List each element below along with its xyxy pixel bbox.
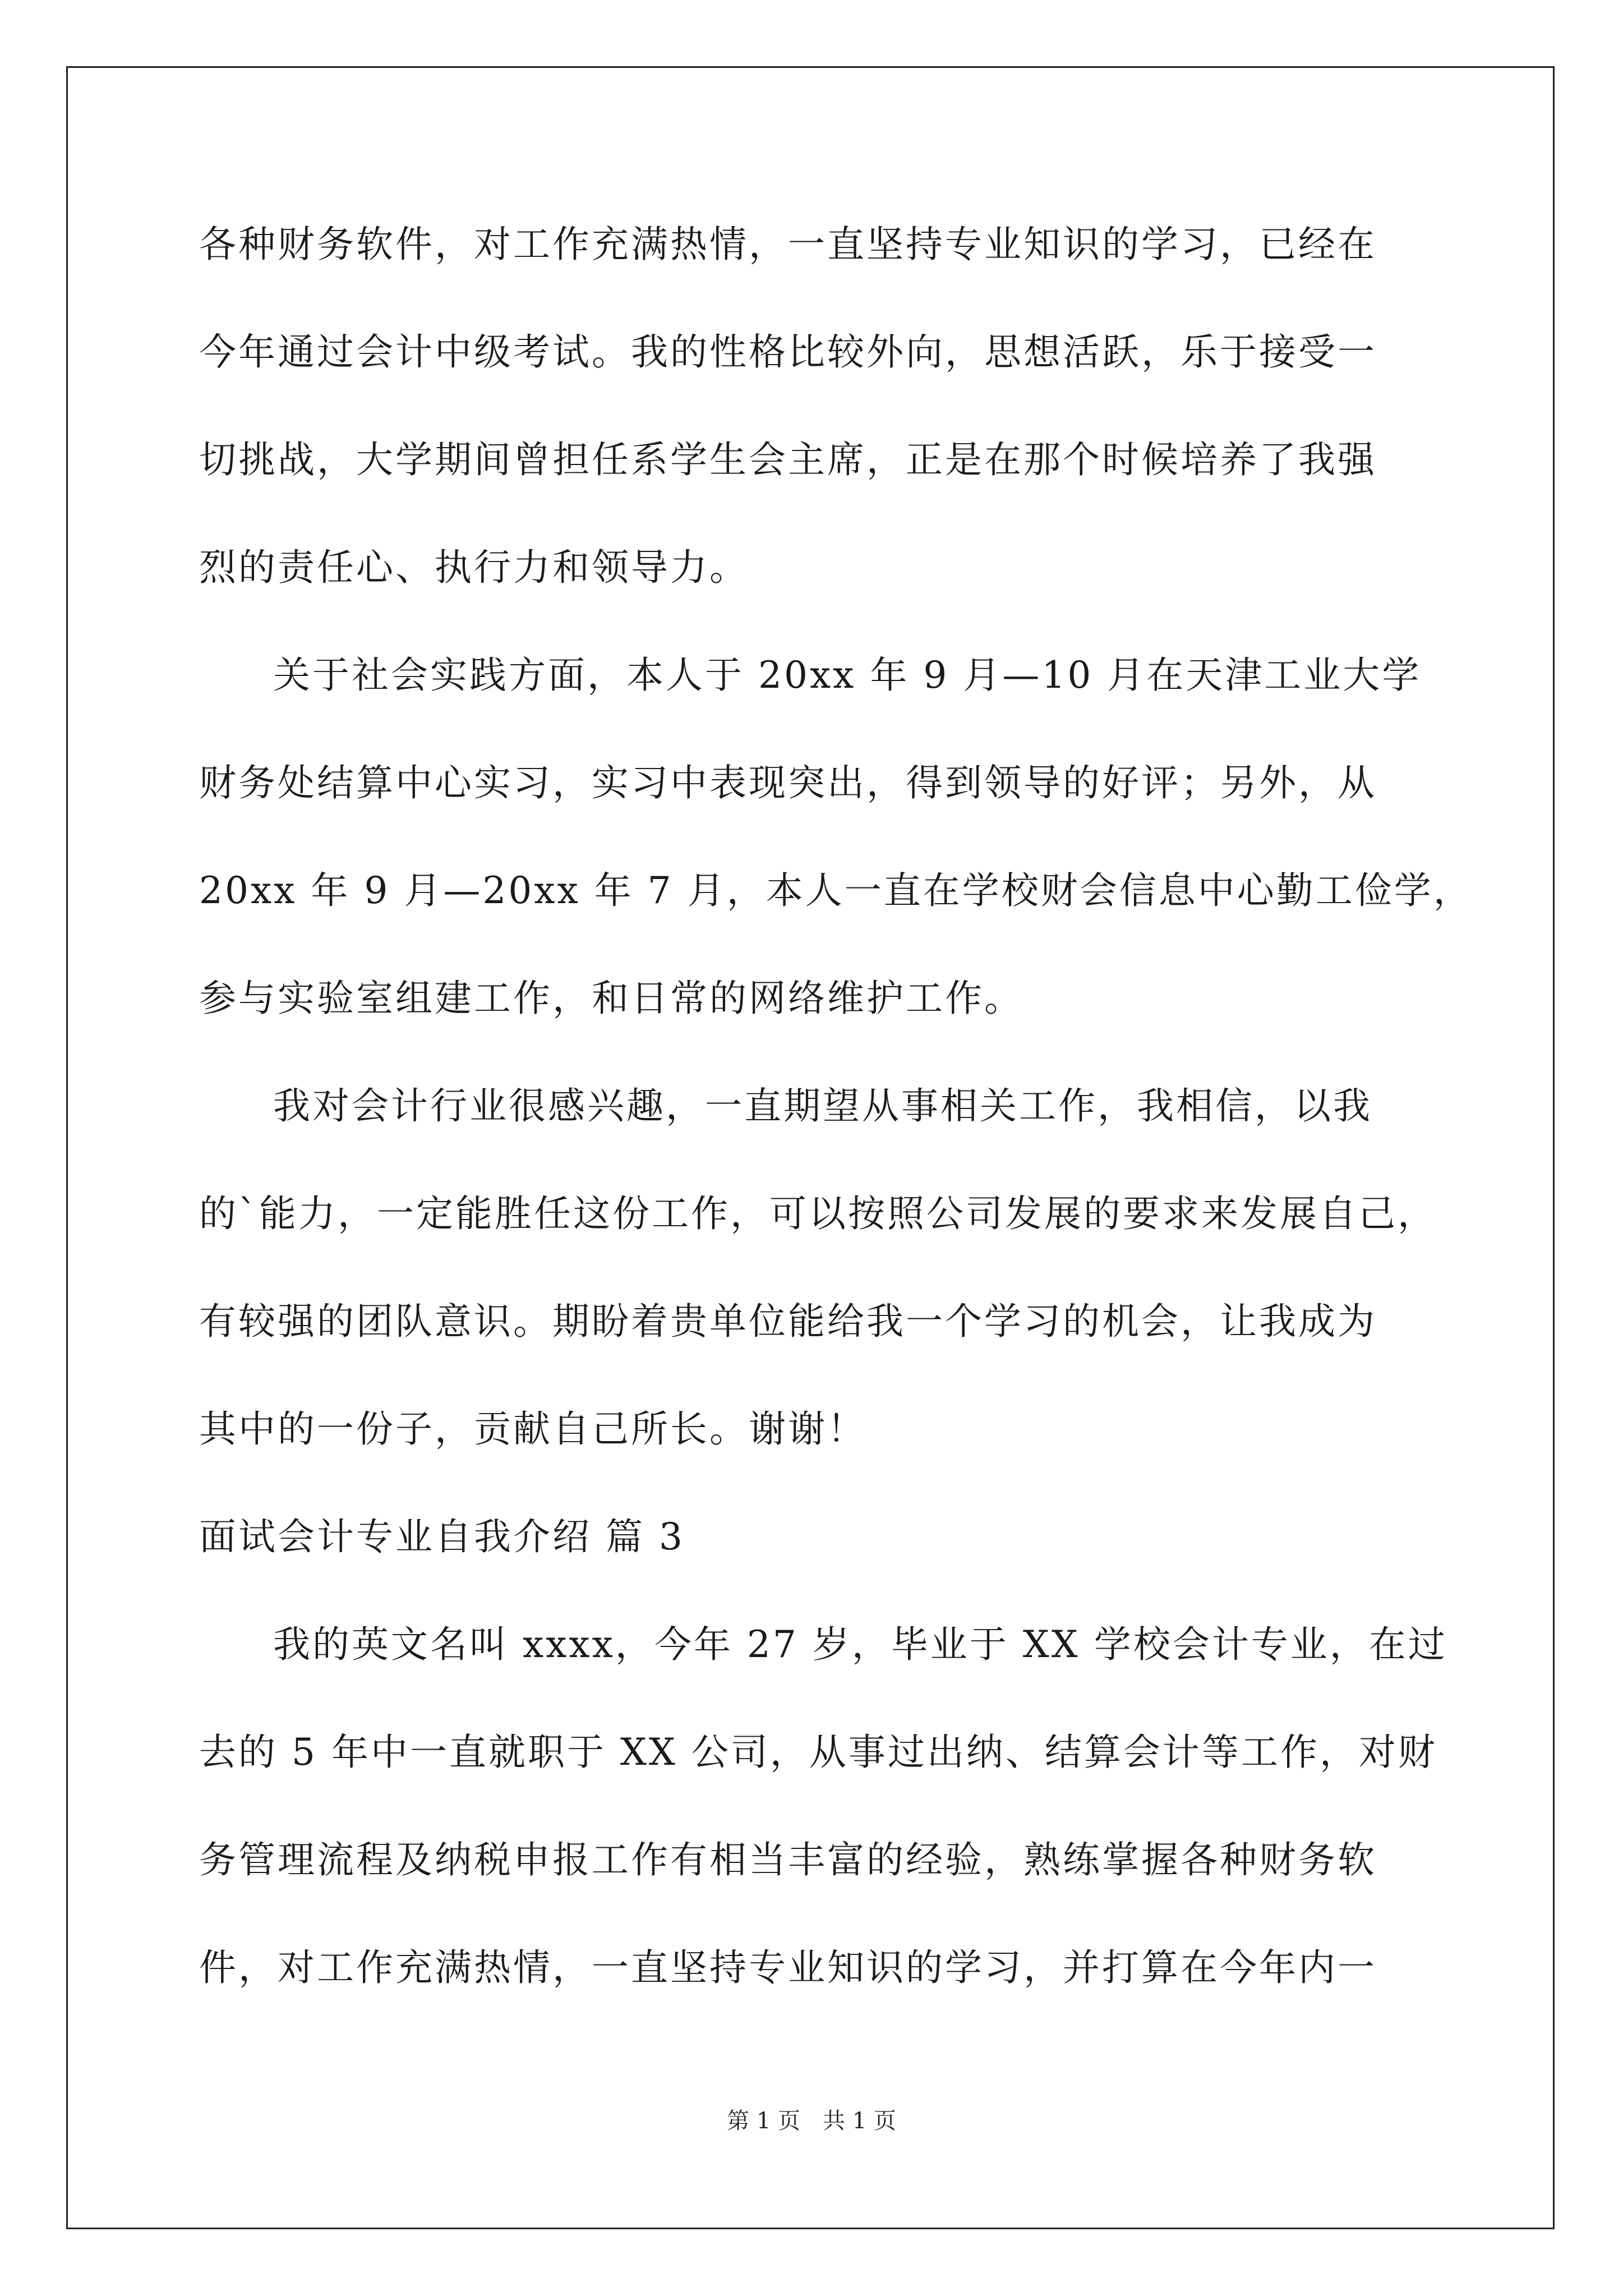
paragraph-line: 我对会计行业很感兴趣，一直期望从事相关工作，我相信，以我 [273, 1084, 1372, 1128]
paragraph-line: 其中的一份子，贡献自己所长。谢谢！ [199, 1407, 866, 1451]
paragraph-line: 务管理流程及纳税申报工作有相当丰富的经验，熟练掌握各种财务软 [199, 1838, 1377, 1881]
paragraph-line: 有较强的团队意识。期盼着贵单位能给我一个学习的机会，让我成为 [199, 1300, 1377, 1343]
paragraph-line: 20xx 年 9 月—20xx 年 7 月，本人一直在学校财会信息中心勤工俭学， [199, 869, 1473, 912]
paragraph-line: 各种财务软件，对工作充满热情，一直坚持专业知识的学习，已经在 [199, 223, 1377, 266]
paragraph-line: 今年通过会计中级考试。我的性格比较外向，思想活跃，乐于接受一 [199, 330, 1377, 374]
paragraph-line: 切挑战，大学期间曾担任系学生会主席，正是在那个时候培养了我强 [199, 438, 1377, 481]
section-heading: 面试会计专业自我介绍 篇 3 [199, 1515, 685, 1558]
paragraph-line: 件，对工作充满热情，一直坚持专业知识的学习，并打算在今年内一 [199, 1946, 1377, 1989]
paragraph-line: 烈的责任心、执行力和领导力。 [199, 546, 749, 589]
paragraph-line: 参与实验室组建工作，和日常的网络维护工作。 [199, 977, 1023, 1020]
page-number-footer: 第 1 页 共 1 页 [727, 2108, 896, 2134]
paragraph-line: 财务处结算中心实习，实习中表现突出，得到领导的好评；另外，从 [199, 761, 1377, 804]
document-body [199, 219, 1473, 2050]
paragraph-line: 关于社会实践方面，本人于 20xx 年 9 月—10 月在天津工业大学 [273, 654, 1422, 697]
paragraph-line: 我的英文名叫 xxxx，今年 27 岁，毕业于 XX 学校会计专业，在过 [273, 1623, 1447, 1666]
paragraph-line: 的`能力，一定能胜任这份工作，可以按照公司发展的要求来发展自己， [199, 1192, 1437, 1235]
paragraph-line: 去的 5 年中一直就职于 XX 公司，从事过出纳、结算会计等工作，对财 [199, 1731, 1437, 1774]
